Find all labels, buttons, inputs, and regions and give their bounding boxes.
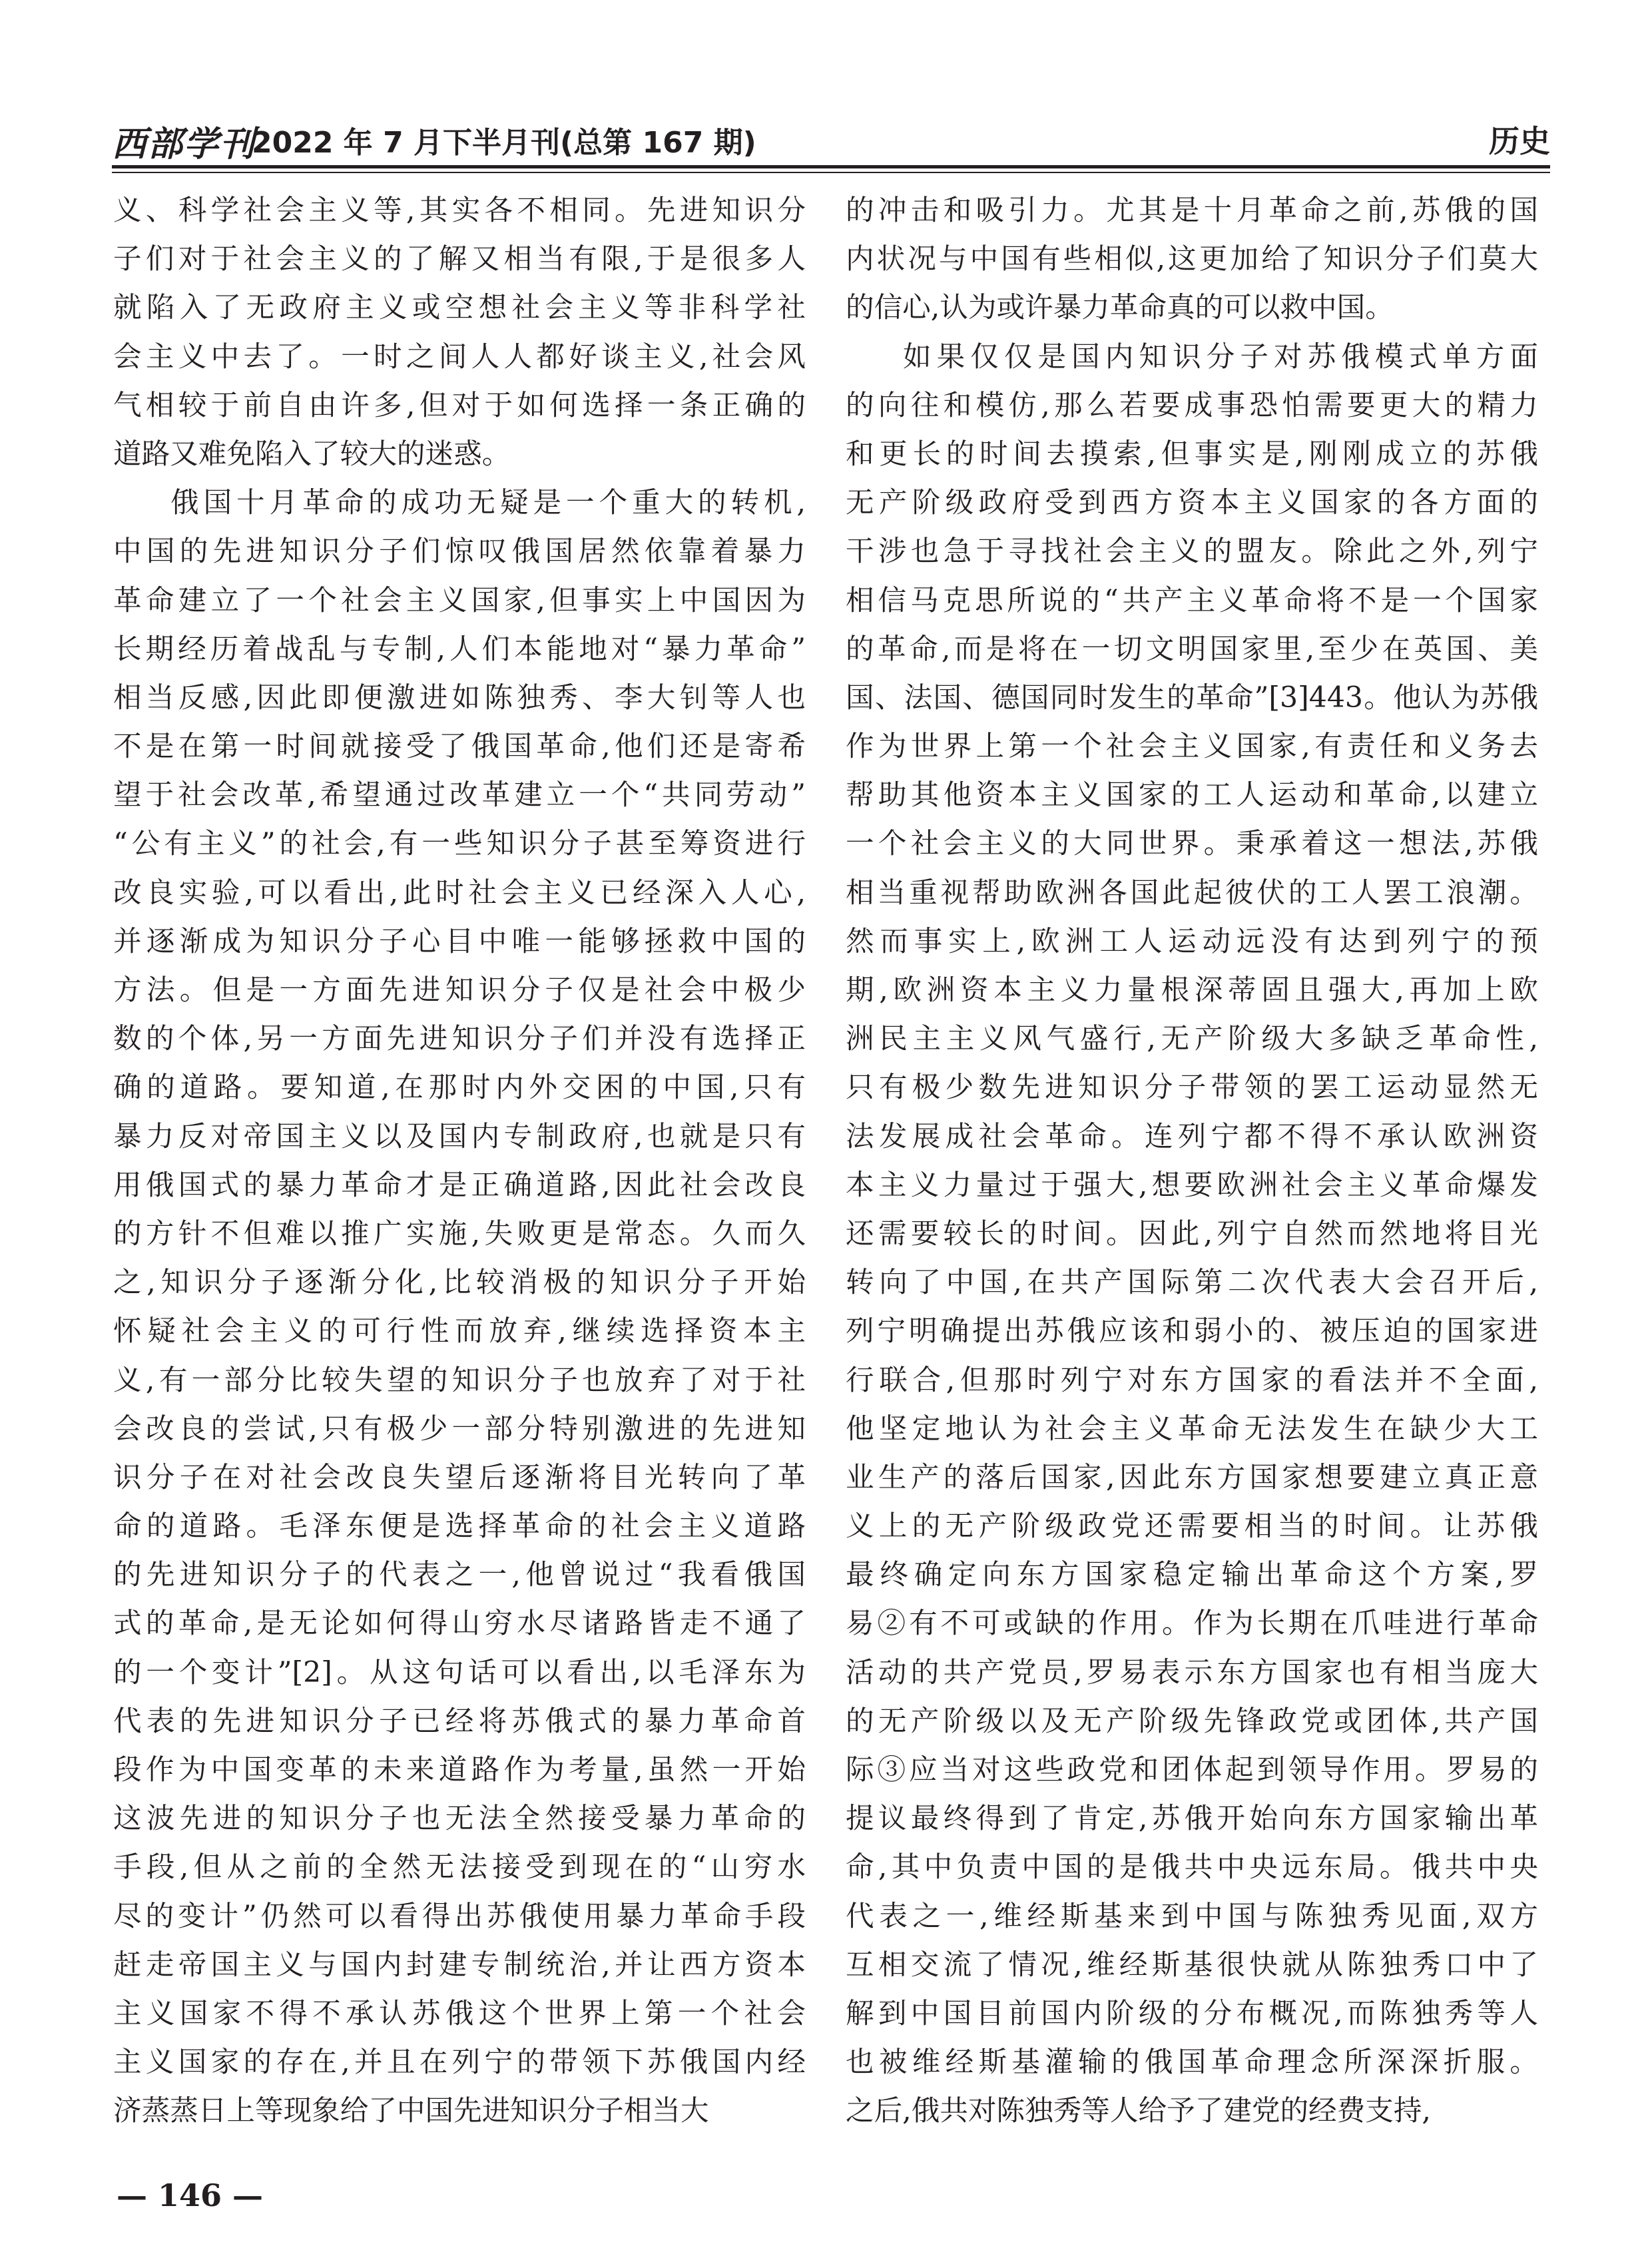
text-line: 然而事实上,欧洲工人运动远没有达到列宁的预 [846, 924, 1538, 958]
text-line: 俄国十月革命的成功无疑是一个重大的转机, [170, 486, 806, 520]
text-line: 望于社会改革,希望通过改革建立一个“共同劳动” [113, 778, 806, 812]
text-line: 的冲击和吸引力。尤其是十月革命之前,苏俄的国 [846, 194, 1538, 227]
text-line: 的无产阶级以及无产阶级先锋政党或团体,共产国 [846, 1704, 1538, 1738]
text-line: 命,其中负责中国的是俄共中央远东局。俄共中央 [846, 1850, 1538, 1884]
text-line: 转向了中国,在共产国际第二次代表大会召开后, [846, 1266, 1538, 1300]
left-column [113, 186, 806, 2136]
page-number: — 146 — [117, 2177, 264, 2213]
text-line: 式的革命,是无论如何得山穷水尽诸路皆走不通了 [113, 1607, 806, 1641]
text-line: 代表之一,维经斯基来到中国与陈独秀见面,双方 [846, 1899, 1538, 1933]
text-line: 会主义中去了。一时之间人人都好谈主义,社会风 [113, 340, 806, 374]
text-line: 内状况与中国有些相似,这更加给了知识分子们莫大 [846, 242, 1538, 276]
text-line: 义上的无产阶级政党还需要相当的时间。让苏俄 [846, 1510, 1538, 1543]
text-line: 帮助其他资本主义国家的工人运动和革命,以建立 [846, 778, 1538, 812]
text-line: 干涉也急于寻找社会主义的盟友。除此之外,列宁 [846, 535, 1538, 569]
text-line: 气相较于前自由许多,但对于如何选择一条正确的 [113, 388, 806, 422]
text-line: 用俄国式的暴力革命才是正确道路,因此社会改良 [113, 1168, 806, 1202]
text-line: 最终确定向东方国家稳定输出革命这个方案,罗 [846, 1558, 1538, 1592]
text-line: 济蒸蒸日上等现象给了中国先进知识分子相当大 [113, 2094, 709, 2128]
text-line: 本主义力量过于强大,想要欧洲社会主义革命爆发 [846, 1168, 1538, 1202]
text-line: 无产阶级政府受到西方资本主义国家的各方面的 [846, 486, 1538, 520]
text-line: 不是在第一时间就接受了俄国革命,他们还是寄希 [113, 730, 806, 764]
text-line: 国、法国、德国同时发生的革命”[3]443。他认为苏俄 [846, 681, 1538, 714]
text-line: 中国的先进知识分子们惊叹俄国居然依靠着暴力 [113, 535, 806, 569]
text-line: 还需要较长的时间。因此,列宁自然而然地将目光 [846, 1217, 1538, 1251]
text-line: 作为世界上第一个社会主义国家,有责任和义务去 [846, 730, 1538, 764]
text-line: 长期经历着战乱与专制,人们本能地对“暴力革命” [113, 632, 806, 666]
text-line: 列宁明确提出苏俄应该和弱小的、被压迫的国家进 [846, 1314, 1538, 1348]
text-line: 洲民主主义风气盛行,无产阶级大多缺乏革命性, [846, 1022, 1538, 1056]
text-line: 主义国家不得不承认苏俄这个世界上第一个社会 [113, 1996, 806, 2030]
text-line: 段作为中国变革的未来道路作为考量,虽然一开始 [113, 1753, 806, 1787]
text-line: 相当反感,因此即便激进如陈独秀、李大钊等人也 [113, 681, 806, 714]
text-line: 主义国家的存在,并且在列宁的带领下苏俄国内经 [113, 2046, 806, 2080]
text-line: 际③应当对这些政党和团体起到领导作用。罗易的 [846, 1753, 1538, 1787]
header-rule [112, 165, 1550, 168]
text-line: 的信心,认为或许暴力革命真的可以救中国。 [846, 291, 1394, 325]
header-rule-thin [112, 172, 1550, 173]
text-line: 相当重视帮助欧洲各国此起彼伏的工人罢工浪潮。 [846, 876, 1538, 910]
page-header [112, 112, 1550, 165]
text-line: 的革命,而是将在一切文明国家里,至少在英国、美 [846, 632, 1538, 666]
text-line: 如果仅仅是国内知识分子对苏俄模式单方面 [903, 340, 1538, 374]
text-line: 之后,俄共对陈独秀等人给予了建党的经费支持, [846, 2094, 1431, 2128]
text-line: 的方针不但难以推广实施,失败更是常态。久而久 [113, 1217, 806, 1251]
text-line: 相信马克思所说的“共产主义革命将不是一个国家 [846, 583, 1538, 617]
text-line: 就陷入了无政府主义或空想社会主义等非科学社 [113, 291, 806, 325]
text-line: 怀疑社会主义的可行性而放弃,继续选择资本主 [113, 1314, 806, 1348]
text-line: 识分子在对社会改良失望后逐渐将目光转向了革 [113, 1460, 806, 1494]
text-line: “公有主义”的社会,有一些知识分子甚至筹资进行 [113, 827, 806, 861]
journal-logo: 西部学刊 [112, 124, 256, 164]
text-line: 命的道路。毛泽东便是选择革命的社会主义道路 [113, 1510, 806, 1543]
text-line: 解到中国目前国内阶级的分布概况,而陈独秀等人 [846, 1996, 1538, 2030]
text-line: 数的个体,另一方面先进知识分子们并没有选择正 [113, 1022, 806, 1056]
text-line: 并逐渐成为知识分子心目中唯一能够拯救中国的 [113, 924, 806, 958]
text-line: 法发展成社会革命。连列宁都不得不承认欧洲资 [846, 1119, 1538, 1153]
text-line: 手段,但从之前的全然无法接受到现在的“山穷水 [113, 1850, 806, 1884]
text-line: 的一个变计”[2]。从这句话可以看出,以毛泽东为 [113, 1655, 806, 1689]
text-line: 这波先进的知识分子也无法全然接受暴力革命的 [113, 1802, 806, 1836]
text-line: 暴力反对帝国主义以及国内专制政府,也就是只有 [113, 1119, 806, 1153]
issue-info: 2022 年 7 月下半月刊(总第 167 期) [252, 126, 756, 160]
text-line: 会改良的尝试,只有极少一部分特别激进的先进知 [113, 1412, 806, 1446]
text-line: 子们对于社会主义的了解又相当有限,于是很多人 [113, 242, 806, 276]
text-line: 也被维经斯基灌输的俄国革命理念所深深折服。 [846, 2046, 1538, 2080]
text-line: 的向往和模仿,那么若要成事恐怕需要更大的精力 [846, 388, 1538, 422]
text-line: 义,有一部分比较失望的知识分子也放弃了对于社 [113, 1363, 806, 1397]
text-line: 他坚定地认为社会主义革命无法发生在缺少大工 [846, 1412, 1538, 1446]
text-line: 赶走帝国主义与国内封建专制统治,并让西方资本 [113, 1948, 806, 1982]
text-line: 和更长的时间去摸索,但事实是,刚刚成立的苏俄 [846, 437, 1538, 471]
text-line: 方法。但是一方面先进知识分子仅是社会中极少 [113, 974, 806, 1007]
text-line: 活动的共产党员,罗易表示东方国家也有相当庞大 [846, 1655, 1538, 1689]
text-line: 业生产的落后国家,因此东方国家想要建立真正意 [846, 1460, 1538, 1494]
text-line: 提议最终得到了肯定,苏俄开始向东方国家输出革 [846, 1802, 1538, 1836]
text-line: 代表的先进知识分子已经将苏俄式的暴力革命首 [113, 1704, 806, 1738]
text-line: 易②有不可或缺的作用。作为长期在爪哇进行革命 [846, 1607, 1538, 1641]
text-line: 义、科学社会主义等,其实各不相同。先进知识分 [113, 194, 806, 227]
text-line: 互相交流了情况,维经斯基很快就从陈独秀口中了 [846, 1948, 1538, 1982]
text-line: 道路又难免陷入了较大的迷惑。 [113, 437, 511, 471]
text-line: 改良实验,可以看出,此时社会主义已经深入人心, [113, 876, 806, 910]
text-line: 确的道路。要知道,在那时内外交困的中国,只有 [113, 1071, 806, 1105]
text-line: 革命建立了一个社会主义国家,但事实上中国因为 [113, 583, 806, 617]
right-column [846, 186, 1538, 2136]
text-line: 尽的变计”仍然可以看得出苏俄使用暴力革命手段 [113, 1899, 806, 1933]
text-line: 行联合,但那时列宁对东方国家的看法并不全面, [846, 1363, 1538, 1397]
text-line: 只有极少数先进知识分子带领的罢工运动显然无 [846, 1071, 1538, 1105]
section-label: 历史 [1489, 123, 1550, 159]
text-line: 期,欧洲资本主义力量根深蒂固且强大,再加上欧 [846, 974, 1538, 1007]
text-line: 一个社会主义的大同世界。秉承着这一想法,苏俄 [846, 827, 1538, 861]
text-line: 的先进知识分子的代表之一,他曾说过“我看俄国 [113, 1558, 806, 1592]
text-line: 之,知识分子逐渐分化,比较消极的知识分子开始 [113, 1266, 806, 1300]
